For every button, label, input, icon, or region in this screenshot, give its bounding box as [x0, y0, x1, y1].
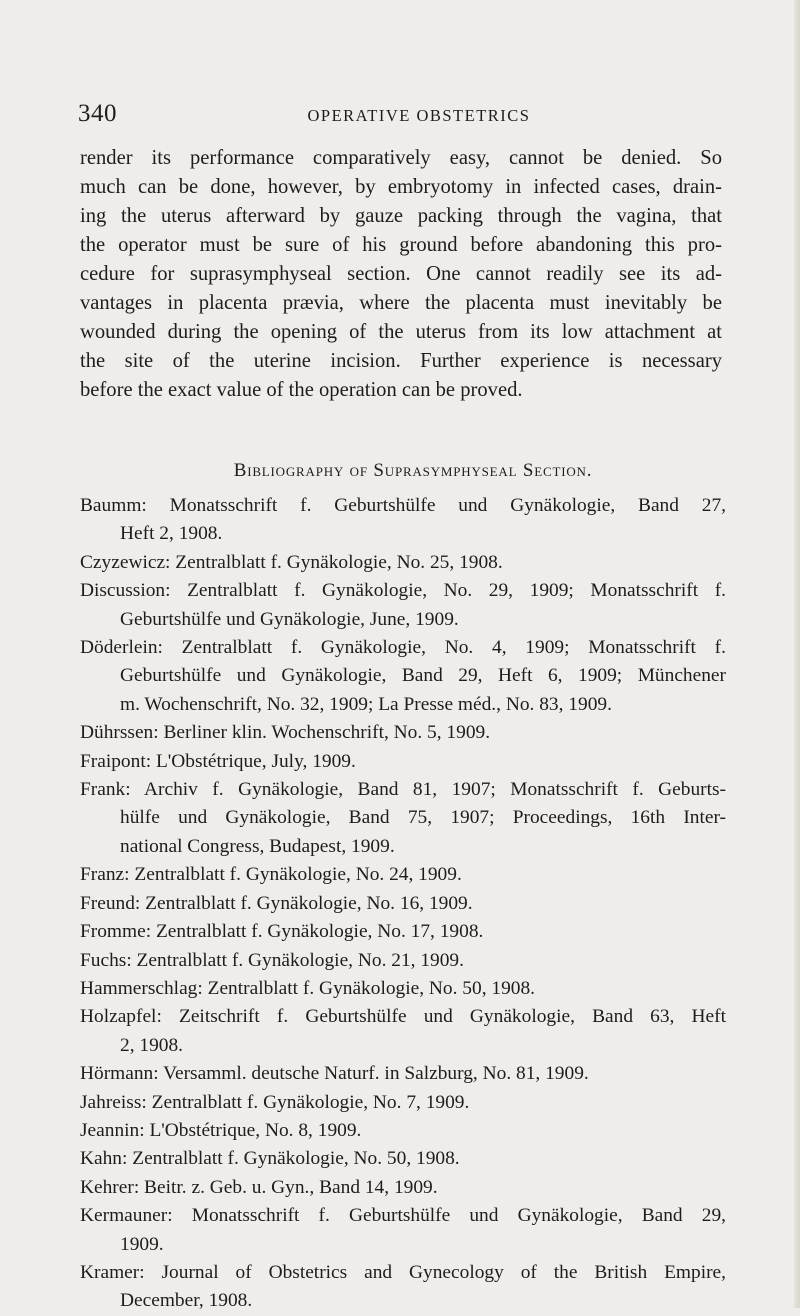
- bibliography-entry-line: Kermauner: Monatsschrift f. Geburtshülfe und Gynäkologie, Band 29,: [80, 1205, 726, 1227]
- bibliography-entry-line: Freund: Zentralblatt f. Gynäkologie, No. 16, 1909.: [80, 892, 473, 914]
- bibliography-entry: [80, 1003, 726, 1060]
- bibliography-entry-line: Hörmann: Versamml. deutsche Naturf. in Salzburg, No. 81, 1909.: [80, 1063, 589, 1085]
- bibliography-entry-continuation: December, 1908.: [120, 1290, 253, 1312]
- bibliography-entry: [80, 1117, 726, 1145]
- bibliography-entry-line: Kramer: Journal of Obstetrics and Gynecology of the British Empire,: [80, 1261, 726, 1283]
- bibliography-entry: [80, 975, 726, 1003]
- page-number: 340: [78, 100, 117, 127]
- bibliography-entry-line: Kahn: Zentralblatt f. Gynäkologie, No. 50, 1908.: [80, 1148, 460, 1170]
- body-line: the site of the uterine incision. Further experience is necessary: [80, 350, 722, 372]
- bibliography-entry-line: Fraipont: L'Obstétrique, July, 1909.: [80, 750, 356, 772]
- bibliography-entry-line: Frank: Archiv f. Gynäkologie, Band 81, 1907; Monatsschrift f. Geburts-: [80, 779, 726, 801]
- bibliography-entry: [80, 549, 726, 577]
- bibliography-entry-line: Discussion: Zentralblatt f. Gynäkologie, No. 29, 1909; Monatsschrift f.: [80, 580, 726, 602]
- bibliography-entry-continuation: m. Wochenschrift, No. 32, 1909; La Presse méd., No. 83, 1909.: [120, 693, 612, 715]
- body-paragraph: [80, 144, 722, 405]
- bibliography-entry-line: Fuchs: Zentralblatt f. Gynäkologie, No. 21, 1909.: [80, 949, 464, 971]
- bibliography-entry: [80, 776, 726, 861]
- body-line: much can be done, however, by embryotomy in infected cases, drain-: [80, 176, 722, 198]
- body-line: before the exact value of the operation can be proved.: [80, 379, 523, 401]
- bibliography-entry: [80, 634, 726, 719]
- bibliography-entry-continuation: national Congress, Budapest, 1909.: [120, 835, 395, 857]
- bibliography-list: [80, 492, 726, 1316]
- page-edge: [794, 0, 800, 1308]
- body-line: vantages in placenta prævia, where the placenta must inevitably be: [80, 292, 722, 314]
- bibliography-entry-continuation: Geburtshülfe und Gynäkologie, June, 1909.: [120, 608, 459, 630]
- bibliography-entry: [80, 947, 726, 975]
- bibliography-entry-line: Jeannin: L'Obstétrique, No. 8, 1909.: [80, 1119, 362, 1141]
- body-line: ing the uterus afterward by gauze packing through the vagina, that: [80, 205, 722, 227]
- bibliography-entry: [80, 1174, 726, 1202]
- bibliography-entry-line: Jahreiss: Zentralblatt f. Gynäkologie, No. 7, 1909.: [80, 1091, 470, 1113]
- bibliography-entry: [80, 1259, 726, 1316]
- running-head: [78, 100, 720, 130]
- running-title: OPERATIVE OBSTETRICS: [307, 106, 531, 125]
- bibliography-entry-line: Franz: Zentralblatt f. Gynäkologie, No. 24, 1909.: [80, 864, 462, 886]
- bibliography-entry-line: Holzapfel: Zeitschrift f. Geburtshülfe und Gynäkologie, Band 63, Heft: [80, 1006, 726, 1028]
- bibliography-entry-continuation: Geburtshülfe und Gynäkologie, Band 29, Heft 6, 1909; Münchener: [120, 665, 726, 687]
- bibliography-entry-line: Baumm: Monatsschrift f. Geburtshülfe und Gynäkologie, Band 27,: [80, 495, 726, 516]
- body-line: cedure for suprasymphyseal section. One cannot readily see its ad-: [80, 263, 722, 285]
- bibliography-entry-continuation: 1909.: [120, 1233, 164, 1255]
- bibliography-entry-line: Dührssen: Berliner klin. Wochenschrift, No. 5, 1909.: [80, 722, 491, 744]
- bibliography-entry: [80, 492, 726, 549]
- bibliography-entry-line: Hammerschlag: Zentralblatt f. Gynäkologie, No. 50, 1908.: [80, 977, 536, 999]
- bibliography-entry-line: Czyzewicz: Zentralblatt f. Gynäkologie, No. 25, 1908.: [80, 551, 503, 573]
- bibliography-entry: [80, 748, 726, 776]
- bibliography-entry: [80, 1202, 726, 1259]
- bibliography-entry: [80, 1145, 726, 1173]
- bibliography-heading: Bibliography of Suprasymphyseal Section.: [233, 460, 593, 481]
- bibliography-entry: [80, 918, 726, 946]
- bibliography-entry-continuation: hülfe und Gynäkologie, Band 75, 1907; Proceedings, 16th Inter-: [120, 807, 726, 829]
- body-line: the operator must be sure of his ground before abandoning this pro-: [80, 234, 722, 256]
- bibliography-entry: [80, 1060, 726, 1088]
- bibliography-entry-continuation: Heft 2, 1908.: [120, 523, 223, 545]
- bibliography-entry-line: Döderlein: Zentralblatt f. Gynäkologie, No. 4, 1909; Monatsschrift f.: [80, 637, 726, 659]
- bibliography-entry: [80, 577, 726, 634]
- bibliography-entry: [80, 861, 726, 889]
- body-line: wounded during the opening of the uterus from its low attachment at: [80, 321, 722, 343]
- bibliography-entry: [80, 1089, 726, 1117]
- bibliography-entry-line: Kehrer: Beitr. z. Geb. u. Gyn., Band 14, 1909.: [80, 1176, 438, 1198]
- bibliography-entry: [80, 890, 726, 918]
- body-line: render its performance comparatively easy, cannot be denied. So: [80, 147, 722, 169]
- bibliography-entry-continuation: 2, 1908.: [120, 1034, 184, 1056]
- bibliography-entry: [80, 719, 726, 747]
- bibliography-entry-line: Fromme: Zentralblatt f. Gynäkologie, No. 17, 1908.: [80, 921, 484, 943]
